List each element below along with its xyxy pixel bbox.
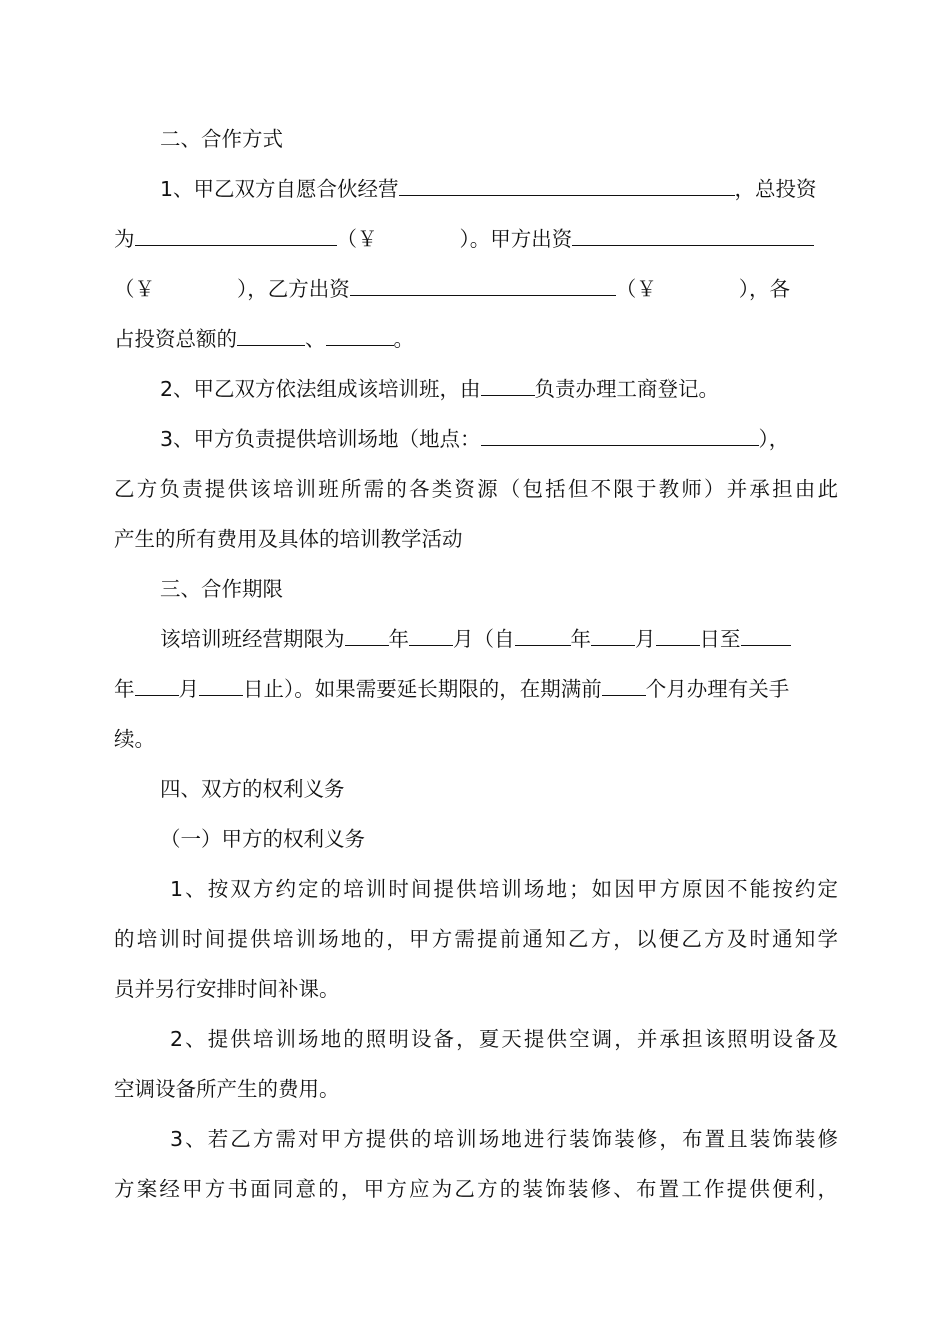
- section-3-heading: 三、合作期限: [160, 577, 283, 601]
- blank-start-day: [656, 625, 700, 646]
- text-fragment: ），乙方出资: [237, 277, 350, 301]
- text-fragment: 占投资总额的: [114, 327, 237, 351]
- text-fragment: 日止）。如果需要延长期限的，在期满前: [243, 677, 602, 701]
- blank-start-year: [515, 625, 571, 646]
- blank-party-a-investment: [572, 225, 814, 246]
- section-4-sub-heading-party-a: （一）甲方的权利义务: [160, 827, 365, 851]
- text-fragment: 2、甲乙双方依法组成该培训班，由: [160, 377, 481, 401]
- section-2-item-1-line-4: [114, 325, 838, 353]
- section-4-item-2-line-2: 空调设备所产生的费用。: [114, 1077, 340, 1101]
- text-fragment: ），: [758, 427, 790, 451]
- text-fragment: 负责办理工商登记。: [534, 377, 720, 401]
- section-2-item-3-line-1: [160, 425, 838, 453]
- section-4-item-1-line-3: 员并另行安排时间补课。: [114, 977, 340, 1001]
- blank-end-month: [135, 675, 179, 696]
- section-4-item-1-line-1: 1、按双方约定的培训时间提供培训场地；如因甲方原因不能按约定: [170, 877, 838, 901]
- blank-years: [345, 625, 389, 646]
- section-2-item-1-line-2: [114, 225, 838, 253]
- blank-months: [409, 625, 453, 646]
- section-3-line-3: 续。: [114, 727, 155, 751]
- blank-total-investment: [135, 225, 337, 246]
- blank-end-day: [199, 675, 243, 696]
- blank-share-b: [326, 325, 394, 346]
- blank-share-a: [237, 325, 305, 346]
- section-2-heading: 二、合作方式: [160, 127, 283, 151]
- text-fragment: 日至: [699, 627, 741, 651]
- section-2-item-3-line-2: 乙方负责提供该培训班所需的各类资源（包括但不限于教师）并承担由此: [114, 477, 838, 501]
- blank-start-month: [591, 625, 635, 646]
- section-4-item-3-line-2: 方案经甲方书面同意的，甲方应为乙方的装饰装修、布置工作提供便利，: [114, 1177, 838, 1201]
- section-4-item-2-line-1: 2、提供培训场地的照明设备，夏天提供空调，并承担该照明设备及: [170, 1027, 838, 1051]
- section-4-item-3-line-1: 3、若乙方需对甲方提供的培训场地进行装饰装修，布置且装饰装修: [170, 1127, 838, 1151]
- section-2-item-1-line-1: [160, 175, 838, 203]
- text-fragment: （￥: [114, 277, 155, 301]
- blank-registrant: [481, 375, 535, 396]
- section-3-line-1: [160, 625, 838, 653]
- section-2-item-3-line-3: 产生的所有费用及具体的培训教学活动: [114, 527, 463, 551]
- blank-end-year: [741, 625, 791, 646]
- text-fragment: ，总投资: [734, 177, 817, 201]
- text-fragment: 1、甲乙双方自愿合伙经营: [160, 177, 399, 201]
- text-fragment: ）。甲方出资: [459, 227, 573, 251]
- section-4-heading: 四、双方的权利义务: [160, 777, 345, 801]
- text-fragment: 月: [178, 677, 199, 701]
- text-fragment: 月（自: [453, 627, 515, 651]
- text-fragment: 、: [305, 327, 326, 351]
- text-fragment: 3、甲方负责提供培训场地（地点：: [160, 427, 481, 451]
- section-2-item-1-line-3: [114, 275, 838, 303]
- text-fragment: （￥: [615, 277, 657, 301]
- text-fragment: 为: [114, 227, 135, 251]
- text-fragment: 月: [635, 627, 656, 651]
- section-2-item-2: [160, 375, 838, 403]
- section-4-item-1-line-2: 的培训时间提供培训场地的，甲方需提前通知乙方，以便乙方及时通知学: [114, 927, 838, 951]
- blank-notice-months: [602, 675, 646, 696]
- blank-venue-address: [481, 425, 759, 446]
- text-fragment: 个月办理有关手: [645, 677, 790, 701]
- text-fragment: 该培训班经营期限为: [160, 627, 345, 651]
- text-fragment: 年: [388, 627, 409, 651]
- section-3-line-2: [114, 675, 838, 703]
- text-fragment: ），各: [738, 277, 790, 301]
- text-fragment: 年: [570, 627, 591, 651]
- blank-business-name: [399, 175, 735, 196]
- text-fragment: 年: [114, 677, 135, 701]
- blank-party-b-investment: [350, 275, 616, 296]
- text-fragment: 。: [393, 327, 414, 351]
- text-fragment: （￥: [336, 227, 378, 251]
